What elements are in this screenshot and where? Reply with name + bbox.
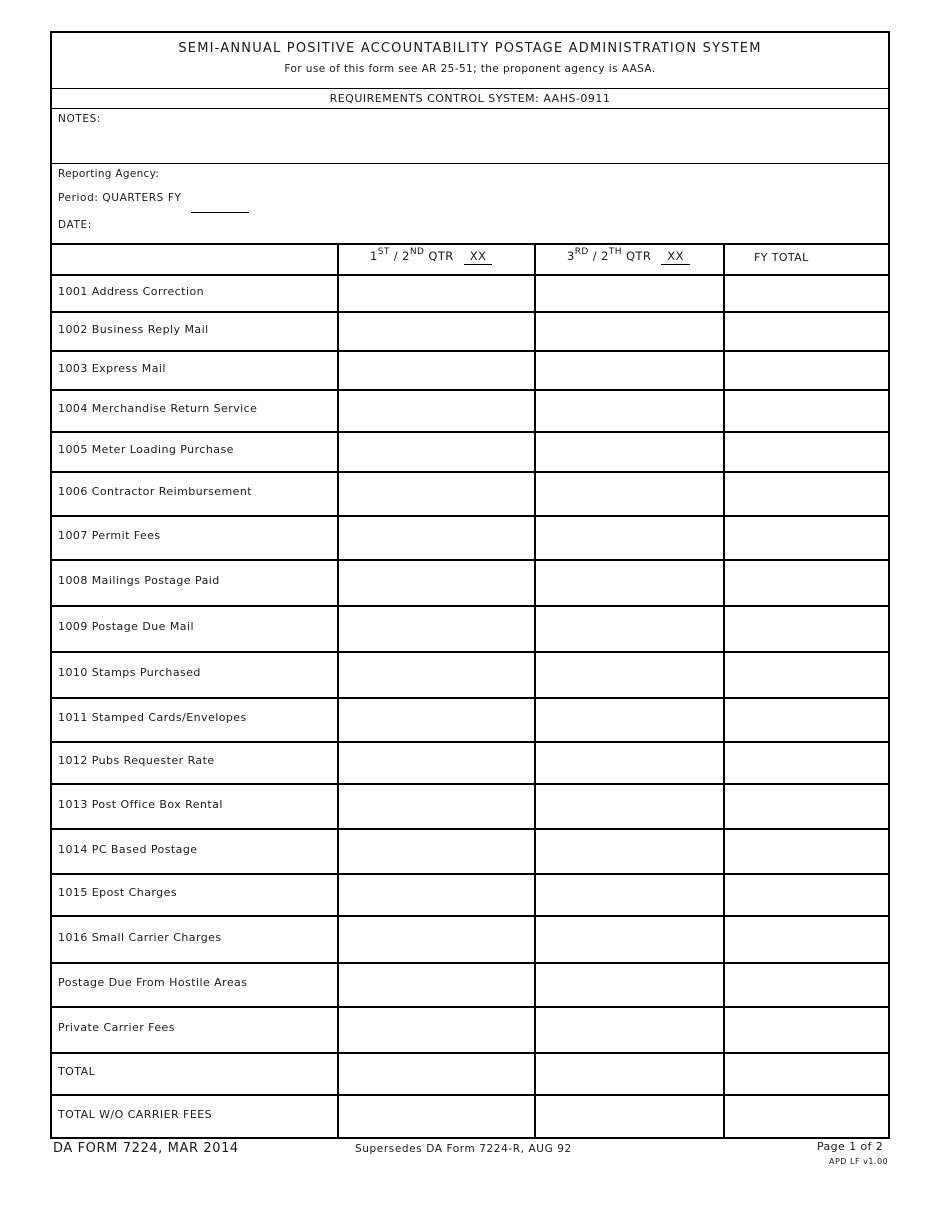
column-divider bbox=[337, 244, 339, 1137]
row-divider bbox=[52, 274, 888, 276]
q1-q2-amount-cell[interactable] bbox=[340, 353, 537, 387]
row-label: 1001 Address Correction bbox=[58, 284, 205, 298]
q3-q4-amount-cell[interactable] bbox=[537, 1009, 726, 1050]
q1-q2-fy-value[interactable]: XX bbox=[464, 249, 493, 265]
form-subtitle: For use of this form see AR 25-51; the proponent agency is AASA. bbox=[284, 63, 656, 75]
col-header-q3-q4: 3RD / 2TH QTR XX bbox=[567, 248, 690, 265]
q3-q4-amount-cell[interactable] bbox=[537, 654, 726, 695]
row-label: TOTAL bbox=[58, 1065, 96, 1078]
row-divider bbox=[52, 311, 888, 313]
row-divider bbox=[52, 1052, 888, 1054]
q3-q4-amount-cell[interactable] bbox=[537, 562, 726, 603]
q3-q4-amount-cell[interactable] bbox=[537, 353, 726, 387]
form-version: APD LF v1.00 bbox=[829, 1157, 889, 1166]
fy-total-cell[interactable] bbox=[726, 392, 890, 429]
page-number: Page 1 of 2 bbox=[817, 1140, 884, 1153]
col-header-fy-total: FY TOTAL bbox=[754, 251, 809, 264]
q1-q2-amount-cell[interactable] bbox=[340, 965, 537, 1004]
col-header-q1-q2: 1ST / 2ND QTR XX bbox=[370, 248, 492, 265]
row-divider bbox=[52, 697, 888, 699]
q1-q2-amount-cell[interactable] bbox=[340, 562, 537, 603]
fy-total-cell[interactable] bbox=[726, 700, 890, 739]
q1-q2-amount-cell[interactable] bbox=[340, 918, 537, 960]
row-label: TOTAL W/O CARRIER FEES bbox=[58, 1107, 213, 1121]
q3-q4-amount-cell[interactable] bbox=[537, 518, 726, 557]
form-title: SEMI-ANNUAL POSITIVE ACCOUNTABILITY POSTAGE ADMINISTRATION SYSTEM bbox=[178, 41, 762, 56]
fy-total-cell[interactable] bbox=[726, 876, 890, 913]
row-divider bbox=[52, 389, 888, 391]
period-fy-underline bbox=[191, 212, 249, 213]
divider bbox=[52, 88, 888, 89]
row-label: 1016 Small Carrier Charges bbox=[58, 930, 222, 944]
q1-q2-amount-cell[interactable] bbox=[340, 1055, 537, 1092]
fy-total-cell[interactable] bbox=[726, 654, 890, 695]
row-label: 1011 Stamped Cards/Envelopes bbox=[58, 711, 247, 724]
fy-total-cell[interactable] bbox=[726, 518, 890, 557]
q3-q4-amount-cell[interactable] bbox=[537, 876, 726, 913]
row-divider bbox=[52, 783, 888, 785]
q3-q4-amount-cell[interactable] bbox=[537, 474, 726, 513]
q3-q4-amount-cell[interactable] bbox=[537, 277, 726, 309]
row-label: 1009 Postage Due Mail bbox=[58, 620, 194, 633]
fy-total-cell[interactable] bbox=[726, 562, 890, 603]
row-label: 1013 Post Office Box Rental bbox=[58, 797, 223, 811]
fy-total-cell[interactable] bbox=[726, 608, 890, 649]
period-fy-field[interactable] bbox=[191, 195, 249, 211]
q3-q4-amount-cell[interactable] bbox=[537, 434, 726, 469]
q3-q4-amount-cell[interactable] bbox=[537, 786, 726, 826]
q3-q4-amount-cell[interactable] bbox=[537, 392, 726, 429]
row-divider bbox=[52, 559, 888, 561]
requirements-control: REQUIREMENTS CONTROL SYSTEM: AAHS-0911 bbox=[329, 92, 611, 105]
row-label: Private Carrier Fees bbox=[58, 1021, 175, 1034]
row-label: 1006 Contractor Reimbursement bbox=[58, 485, 253, 498]
supersedes-note: Supersedes DA Form 7224-R, AUG 92 bbox=[355, 1143, 572, 1155]
fy-total-cell[interactable] bbox=[726, 918, 890, 960]
period-label: Period: QUARTERS FY bbox=[58, 192, 182, 204]
date-label: DATE: bbox=[58, 219, 92, 231]
postage-form bbox=[50, 31, 890, 1139]
q1-q2-amount-cell[interactable] bbox=[340, 474, 537, 513]
fy-total-cell[interactable] bbox=[726, 277, 890, 309]
row-divider bbox=[52, 915, 888, 917]
row-divider bbox=[52, 873, 888, 875]
fy-total-cell[interactable] bbox=[726, 1055, 890, 1092]
q1-q2-amount-cell[interactable] bbox=[340, 831, 537, 871]
fy-total-cell[interactable] bbox=[726, 314, 890, 348]
row-label: 1015 Epost Charges bbox=[58, 886, 177, 899]
row-divider bbox=[52, 431, 888, 433]
fy-total-cell[interactable] bbox=[726, 831, 890, 871]
q1-q2-amount-cell[interactable] bbox=[340, 608, 537, 649]
q1-q2-amount-cell[interactable] bbox=[340, 1097, 537, 1135]
notes-label: NOTES: bbox=[58, 113, 101, 125]
fy-total-cell[interactable] bbox=[726, 786, 890, 826]
q3-q4-amount-cell[interactable] bbox=[537, 965, 726, 1004]
q1-q2-amount-cell[interactable] bbox=[340, 392, 537, 429]
q1-q2-amount-cell[interactable] bbox=[340, 1009, 537, 1050]
q1-q2-amount-cell[interactable] bbox=[340, 786, 537, 826]
row-divider bbox=[52, 741, 888, 743]
fy-total-cell[interactable] bbox=[726, 353, 890, 387]
divider bbox=[52, 243, 888, 245]
q3-q4-amount-cell[interactable] bbox=[537, 700, 726, 739]
q3-q4-amount-cell[interactable] bbox=[537, 744, 726, 781]
q1-q2-amount-cell[interactable] bbox=[340, 314, 537, 348]
fy-total-cell[interactable] bbox=[726, 474, 890, 513]
q3-q4-amount-cell[interactable] bbox=[537, 1097, 726, 1135]
row-divider bbox=[52, 605, 888, 607]
fy-total-cell[interactable] bbox=[726, 1009, 890, 1050]
q3-q4-amount-cell[interactable] bbox=[537, 831, 726, 871]
row-divider bbox=[52, 350, 888, 352]
row-divider bbox=[52, 1094, 888, 1096]
row-label: 1008 Mailings Postage Paid bbox=[58, 574, 220, 587]
q3-q4-fy-value[interactable]: XX bbox=[661, 249, 690, 265]
q1-q2-amount-cell[interactable] bbox=[340, 654, 537, 695]
divider bbox=[52, 163, 888, 164]
row-label: 1002 Business Reply Mail bbox=[58, 322, 209, 336]
q1-q2-amount-cell[interactable] bbox=[340, 277, 537, 309]
fy-total-cell[interactable] bbox=[726, 744, 890, 781]
row-label: 1014 PC Based Postage bbox=[58, 842, 198, 856]
row-label: 1005 Meter Loading Purchase bbox=[58, 443, 234, 456]
form-number: DA FORM 7224, MAR 2014 bbox=[53, 1141, 239, 1156]
row-label: 1010 Stamps Purchased bbox=[58, 666, 201, 679]
q3-q4-amount-cell[interactable] bbox=[537, 608, 726, 649]
row-label: 1004 Merchandise Return Service bbox=[58, 402, 258, 415]
row-label: 1012 Pubs Requester Rate bbox=[58, 754, 215, 767]
fy-total-cell[interactable] bbox=[726, 965, 890, 1004]
fy-total-cell[interactable] bbox=[726, 434, 890, 469]
q3-q4-amount-cell[interactable] bbox=[537, 314, 726, 348]
row-divider bbox=[52, 471, 888, 473]
row-divider bbox=[52, 515, 888, 517]
q1-q2-amount-cell[interactable] bbox=[340, 700, 537, 739]
q1-q2-amount-cell[interactable] bbox=[340, 518, 537, 557]
row-divider bbox=[52, 651, 888, 653]
q1-q2-amount-cell[interactable] bbox=[340, 876, 537, 913]
row-label: 1003 Express Mail bbox=[58, 361, 166, 375]
fy-total-cell[interactable] bbox=[726, 1097, 890, 1135]
row-divider bbox=[52, 1006, 888, 1008]
q3-q4-amount-cell[interactable] bbox=[537, 918, 726, 960]
q1-q2-amount-cell[interactable] bbox=[340, 744, 537, 781]
divider bbox=[52, 108, 888, 109]
row-divider bbox=[52, 828, 888, 830]
q1-q2-amount-cell[interactable] bbox=[340, 434, 537, 469]
row-label: Postage Due From Hostile Areas bbox=[58, 976, 248, 989]
row-label: 1007 Permit Fees bbox=[58, 529, 161, 542]
q3-q4-amount-cell[interactable] bbox=[537, 1055, 726, 1092]
row-divider bbox=[52, 962, 888, 964]
reporting-agency-label: Reporting Agency: bbox=[58, 168, 160, 180]
